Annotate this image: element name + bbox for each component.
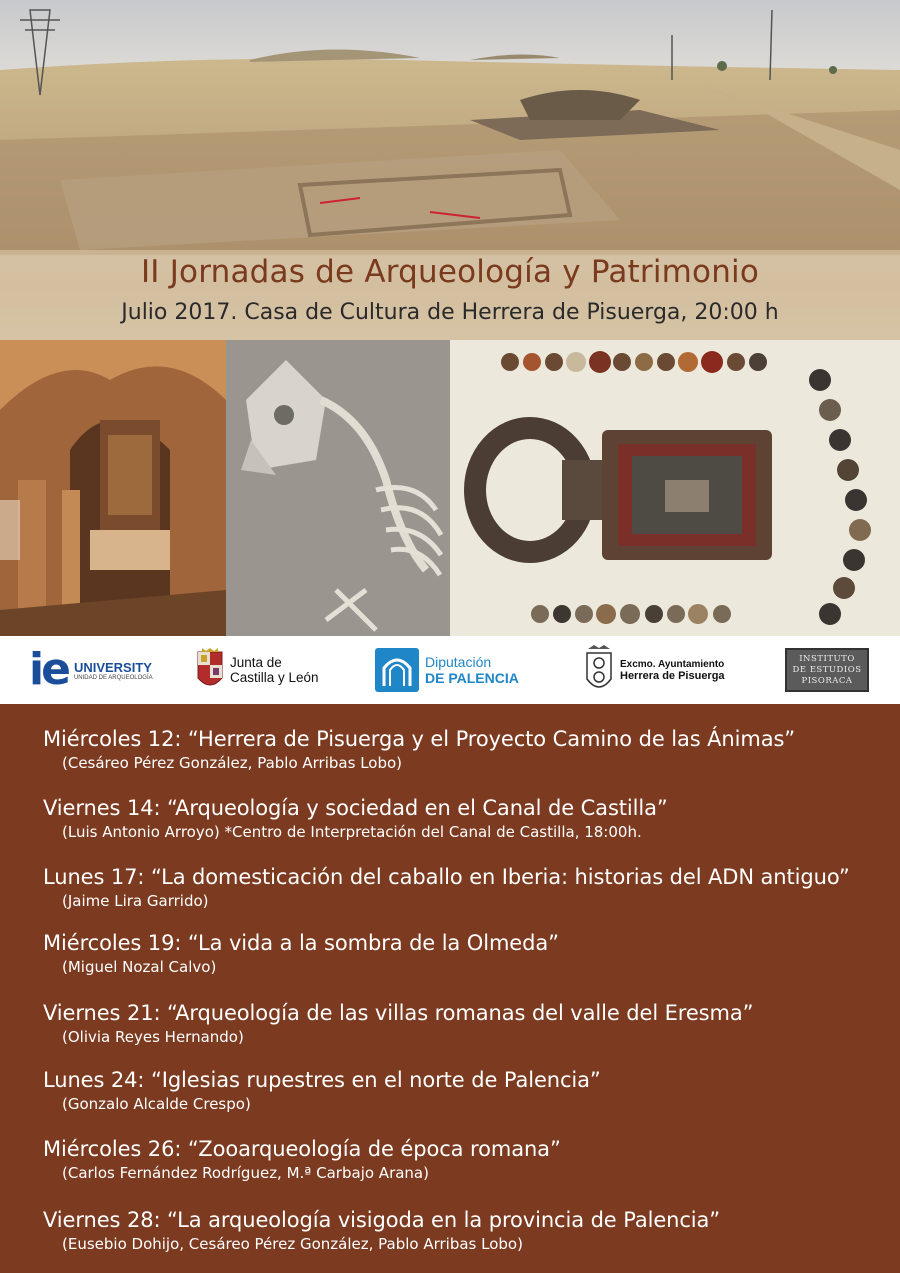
instituto-pisoraca-logo — [785, 636, 869, 704]
program-event — [43, 1136, 893, 1182]
event-date-location: Julio 2017. Casa de Cultura de Herrera de Pisuerga, 20:00 h — [121, 300, 779, 325]
castilla-leon-shield-icon — [196, 648, 224, 692]
diputacion-arch-icon — [375, 648, 419, 692]
ie-university-logo — [29, 636, 153, 704]
event-series-title: II Jornadas de Arqueología y Patrimonio — [140, 254, 760, 290]
program-event — [43, 726, 893, 772]
program-event — [43, 1207, 893, 1253]
event-speaker: (Luis Antonio Arroyo) *Centro de Interpretación del Canal de Castilla, 18:00h. — [62, 823, 642, 841]
horse-skeleton-illustration — [226, 340, 450, 636]
event-speaker: (Gonzalo Alcalde Crespo) — [62, 1095, 251, 1113]
program-event — [43, 1000, 893, 1046]
hero-excavation-photo — [0, 0, 900, 255]
event-speaker: (Jaime Lira Garrido) — [62, 892, 209, 910]
event-title: Lunes 17: “La domesticación del caballo en Iberia: historias del ADN antiguo” — [43, 865, 850, 889]
ie-unit-name: UNIDAD DE ARQUEOLOGÍA — [73, 674, 153, 681]
rock-church-photo — [0, 340, 226, 636]
junta-line-2: Castilla y León — [230, 670, 319, 685]
event-title: Miércoles 12: “Herrera de Pisuerga y el Proyecto Camino de las Ánimas” — [43, 727, 796, 751]
event-title: Viernes 21: “Arqueología de las villas romanas del valle del Eresma” — [43, 1001, 754, 1025]
event-speaker: (Carlos Fernández Rodríguez, M.ª Carbajo Arana) — [62, 1164, 429, 1182]
program-event — [43, 1067, 893, 1113]
diputacion-line-1: Diputación — [425, 654, 492, 670]
instituto-line-3: PISORACA — [801, 675, 853, 686]
ayuntamiento-line-1: Excmo. Ayuntamiento — [620, 658, 725, 670]
event-speaker: (Cesáreo Pérez González, Pablo Arribas Lobo) — [62, 754, 403, 772]
program-event — [43, 930, 893, 976]
event-speaker: (Eusebio Dohijo, Cesáreo Pérez González, Pablo Arribas Lobo) — [62, 1235, 523, 1253]
ayuntamiento-line-2: Herrera de Pisuerga — [620, 669, 725, 682]
event-title: Miércoles 26: “Zooarqueología de época romana” — [43, 1137, 561, 1161]
visigothic-jewelry-photo — [450, 340, 900, 636]
event-title: Lunes 24: “Iglesias rupestres en el norte de Palencia” — [43, 1068, 601, 1092]
ayuntamiento-herrera-logo — [584, 636, 725, 704]
diputacion-palencia-logo — [375, 636, 519, 704]
horse-skeleton-photo — [226, 340, 450, 636]
program-event — [43, 795, 893, 841]
event-speaker: (Olivia Reyes Hernando) — [62, 1028, 244, 1046]
event-title: Miércoles 19: “La vida a la sombra de la Olmeda” — [43, 931, 559, 955]
buckle-and-beads-illustration — [450, 340, 900, 636]
excavation-landscape-illustration — [0, 0, 900, 255]
instituto-line-1: INSTITUTO — [799, 653, 855, 664]
rock-church-illustration — [0, 340, 226, 636]
instituto-line-2: DE ESTUDIOS — [792, 664, 862, 675]
herrera-coat-of-arms-icon — [584, 645, 614, 695]
ie-mark: ie — [29, 644, 68, 695]
junta-castilla-leon-logo — [196, 636, 319, 704]
program-list — [0, 704, 900, 1273]
event-title: Viernes 28: “La arqueología visigoda en la provincia de Palencia” — [43, 1208, 721, 1232]
junta-line-1: Junta de — [230, 655, 282, 670]
program-event — [43, 864, 893, 910]
diputacion-line-2: DE PALENCIA — [425, 670, 519, 686]
event-title: Viernes 14: “Arqueología y sociedad en el Canal de Castilla” — [43, 796, 668, 820]
ie-university-word: UNIVERSITY — [73, 659, 152, 675]
sponsor-logos-bar — [0, 636, 900, 704]
event-speaker: (Miguel Nozal Calvo) — [62, 958, 217, 976]
